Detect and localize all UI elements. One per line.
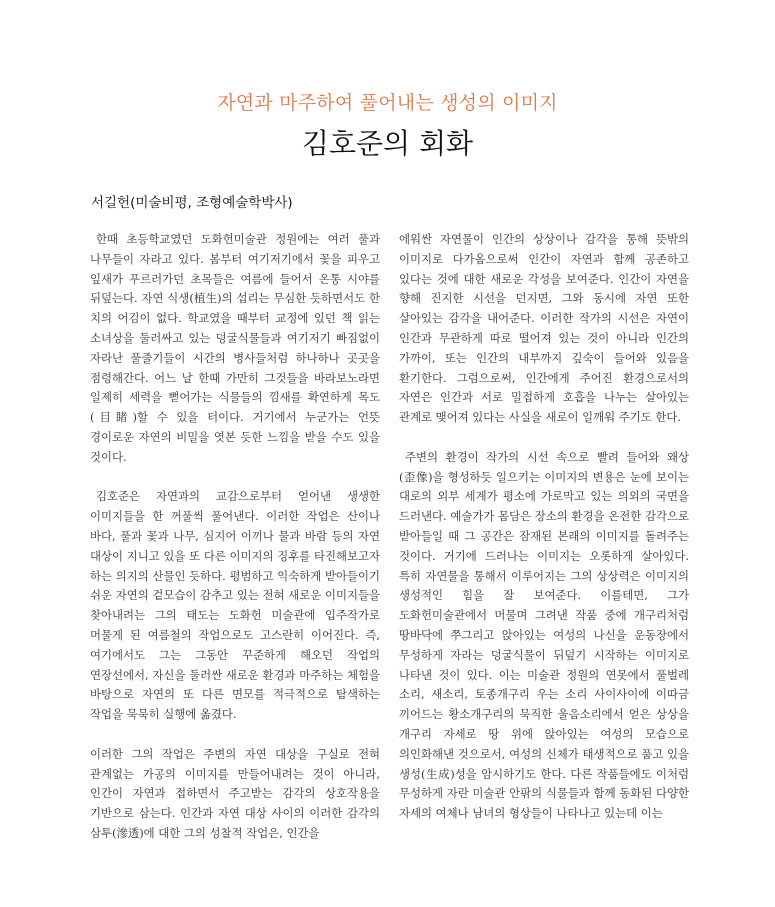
paragraph: 한때 초등학교였던 도화헌미술관 정원에는 여러 풀과 나무들이 자라고 있다. 봄부터 여기저기에서 꽃을 피우고 잎새가 푸르러가던 초목들은 여름에 들어서 온통 시야를 뒤덮는다. 자연 식생(植生)의 섭리는 무심한 듯하면서도 한 치의 어김이 없다. 학교였을 때부터 교정에 있던 책 읽는 소녀상을 둘러싸고 있는 덩굴식물들과 여기저기 빠짐없이 자라난 풀줄기들이 시간의 병사들처럼 하나하나 곳곳을 점령해간다. 어느 날 한때 가만히 그것들을 바라보노라면 일제히 세력을 뻗어가는 식물들의 낌새를 확연하게 목도 (目睹)할 수 있을 터이다. 거기에서 누군가는 언뜻 경이로운 자연의 비밀을 엿본 듯한 느낌을 받을 수도 있을 것이다. xyxy=(90,232,380,464)
paragraph: 김호준은 자연과의 교감으로부터 얻어낸 생생한 이미지들을 한 꺼풀씩 풀어낸다. 이러한 작업은 산이나 바다, 풀과 꽃과 나무, 심지어 이끼나 물과 바람 등의 자연 대상이 지니고 있을 또 다른 이미지의 징후를 타진해보고자 하는 의지의 산물인 듯하다. 평범하고 익숙하게 받아들이기 쉬운 자연의 겉모습이 감추고 있는 전혀 새로운 이미지들을 찾아내려는 그의 태도는 도화헌 미술관에 입주작가로 머물게 된 여름철의 작업으로도 고스란히 이어진다. 즉, 여기에서도 그는 그동안 꾸준하게 해오던 작업의 연장선에서, 자신을 둘러싼 새로운 환경과 마주하는 체험을 바탕으로 자연의 또 다른 면모를 적극적으로 탐색하는 작업을 묵묵히 실행에 옮겼다. xyxy=(90,489,380,722)
article-title: 김호준의 회화 xyxy=(301,127,474,160)
paragraph: 이러한 그의 작업은 주변의 자연 대상을 구실로 전혀 관계없는 가공의 이미지를 만들어내려는 것이 아니라, 인간이 자연과 접하면서 주고받는 감각의 상호작용을 기반으로 삼는다. 인간과 자연 대상 사이의 이러한 감각의 삼투(滲透)에 대한 그의 성찰적 작업은, 인간을 xyxy=(90,746,380,840)
left-column xyxy=(90,230,380,864)
paragraph: 주변의 환경이 작가의 시선 속으로 빨려 들어와 왜상(歪像)을 형성하듯 일으키는 이미지의 변용은 눈에 보이는 대로의 외부 세계가 평소에 가로막고 있는 의외의 국면을 드러낸다. 예술가가 몸담은 장소의 환경을 온전한 감각으로 받아들일 때 그 공간은 잠재된 본래의 이미지를 돌려주는 것이다. 거기에 드러나는 이미지는 오롯하게 살아있다. 특히 자연물을 통해서 이루어지는 그의 상상력은 이미지의 생성적인 힘을 잘 보여준다. 이를테면, 그가 도화헌미술관에서 머물며 그려낸 작품 중에 개구리처럼 땅바닥에 쭈그리고 앉아있는 여성의 나신을 운동장에서 무성하게 자라는 덩굴식물이 뒤덮기 시작하는 이미지로 나타낸 것이 있다. 이는 미술관 정원의 연못에서 풀벌레 소리, 새소리, 토종개구리 우는 소리 사이사이에 이따금 끼어드는 황소개구리의 묵직한 울음소리에서 얻은 상상을 개구리 자세로 땅 위에 앉아있는 여성의 모습으로 의인화해낸 것으로서, 여성의 신체가 태생적으로 품고 있을 생성(生成)성을 암시하기도 한다. 다른 작품들에도 이처럼 무성하게 자란 미술관 안팎의 식물들과 함께 동화된 다양한 자세의 여체나 남녀의 형상들이 나타나고 있는데 이는 xyxy=(399,449,689,821)
paragraph: 에워싼 자연물이 인간의 상상이나 감각을 통해 뜻밖의 이미지로 다가옴으로써 인간이 자연과 함께 공존하고 있다는 것에 대한 새로운 각성을 보여준다. 인간이 자연을 향해 진지한 시선을 던지면, 그와 동시에 자연 또한 살아있는 감각을 내어준다. 이러한 작가의 시선은 자연이 인간과 무관하게 따로 떨어져 있는 것이 아니라 인간의 가까이, 또는 인간의 내부까지 깊숙이 들어와 있음을 환기한다. 그럼으로써, 인간에게 주어진 환경으로서의 자연은 인간과 서로 밀접하게 호흡을 나누는 살아있는 관계로 맺어져 있다는 사실을 새로이 일깨워 주기도 한다. xyxy=(399,232,689,425)
article-subtitle: 자연과 마주하여 풀어내는 생성의 이미지 xyxy=(217,92,558,114)
author-byline: 서길헌(미술비평, 조형예술학박사) xyxy=(91,195,293,211)
right-column xyxy=(399,230,689,844)
